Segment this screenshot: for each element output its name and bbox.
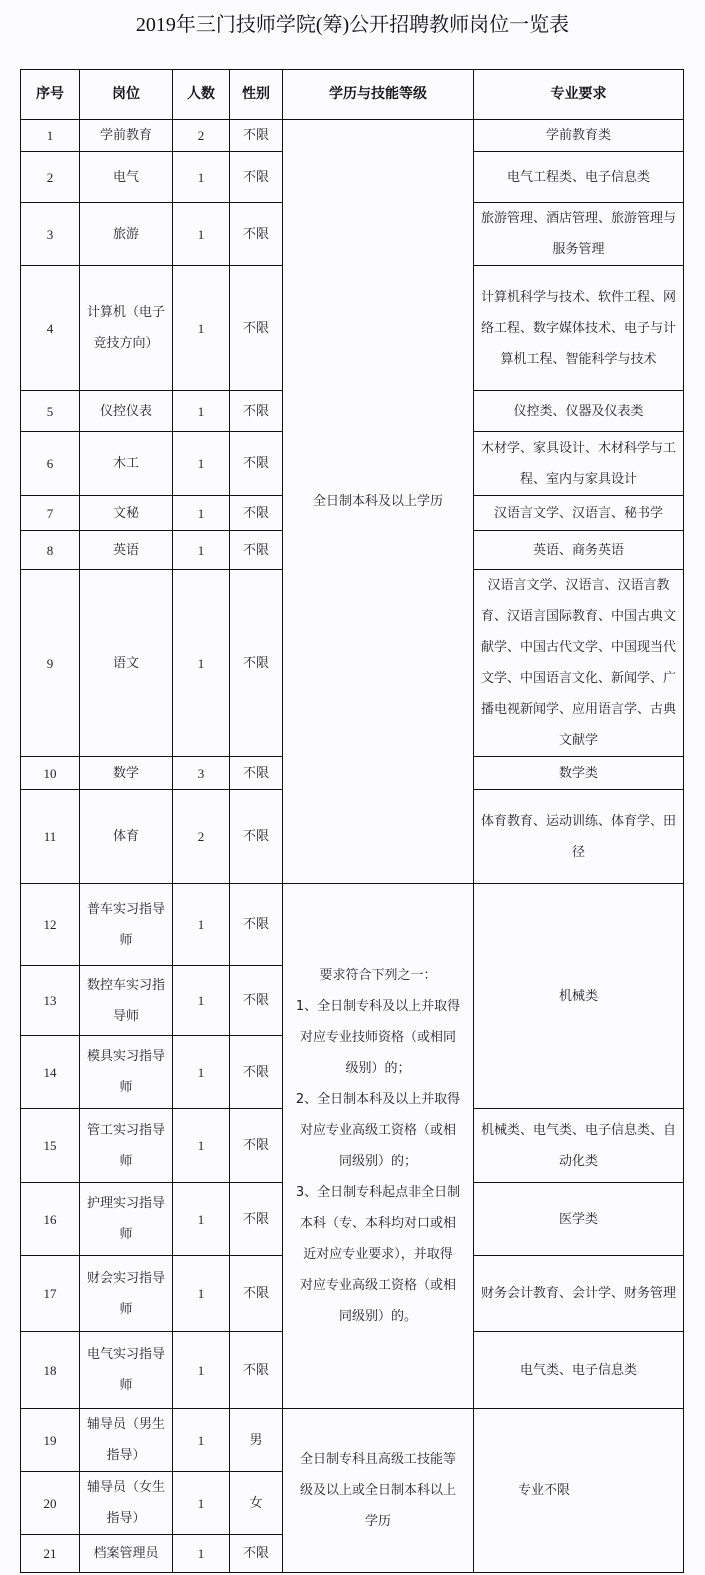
cell-position: 体育 — [80, 790, 173, 884]
education-line: 2、全日制本科及以上并取得 — [295, 1092, 461, 1107]
cell-count: 1 — [173, 1256, 230, 1332]
cell-position: 财会实习指导师 — [80, 1256, 173, 1332]
cell-position: 数控车实习指导师 — [80, 966, 173, 1036]
header-position: 岗位 — [80, 70, 173, 120]
education-line: 近对应专业要求），并取得 — [303, 1247, 453, 1262]
cell-major: 专业不限 — [474, 1409, 684, 1573]
education-line: 本科（专、本科均对口或相 — [299, 1216, 456, 1231]
cell-major: 计算机科学与技术、软件工程、网络工程、数字媒体技术、电子与计算机工程、智能科学与技术 — [474, 266, 684, 391]
recruitment-table — [20, 69, 684, 1573]
cell-gender: 不限 — [230, 120, 283, 152]
cell-no: 11 — [21, 790, 80, 884]
cell-position: 旅游 — [80, 203, 173, 266]
cell-gender: 不限 — [230, 757, 283, 790]
cell-count: 1 — [173, 152, 230, 203]
cell-major: 财务会计教育、会计学、财务管理 — [474, 1256, 684, 1332]
cell-gender: 不限 — [230, 496, 283, 531]
cell-count: 1 — [173, 966, 230, 1036]
cell-major: 体育教育、运动训练、体育学、田径 — [474, 790, 684, 884]
cell-gender: 不限 — [230, 1109, 283, 1183]
cell-no: 1 — [21, 120, 80, 152]
cell-position: 仪控仪表 — [80, 391, 173, 432]
cell-major: 电气类、电子信息类 — [474, 1332, 684, 1409]
header-education: 学历与技能等级 — [283, 70, 474, 120]
cell-no: 5 — [21, 391, 80, 432]
cell-position: 模具实习指导师 — [80, 1036, 173, 1109]
cell-count: 1 — [173, 1409, 230, 1472]
education-line: 学历 — [364, 1514, 391, 1529]
education-line: 对应专业高级工资格（或相 — [299, 1123, 456, 1138]
cell-gender: 不限 — [230, 266, 283, 391]
education-line: 全日制专科且高级工技能等 — [299, 1452, 456, 1467]
table-header-row — [21, 70, 684, 120]
cell-count: 1 — [173, 496, 230, 531]
cell-count: 1 — [173, 266, 230, 391]
cell-major: 电气工程类、电子信息类 — [474, 152, 684, 203]
cell-count: 1 — [173, 1472, 230, 1535]
cell-position: 学前教育 — [80, 120, 173, 152]
cell-major: 机械类 — [474, 884, 684, 1109]
education-line: 3、全日制专科起点非全日制 — [295, 1185, 461, 1200]
cell-position: 档案管理员 — [80, 1535, 173, 1573]
cell-count: 3 — [173, 757, 230, 790]
cell-gender: 不限 — [230, 1183, 283, 1256]
cell-gender: 不限 — [230, 1332, 283, 1409]
cell-gender: 不限 — [230, 1535, 283, 1573]
cell-no: 16 — [21, 1183, 80, 1256]
cell-count: 1 — [173, 1183, 230, 1256]
cell-gender: 不限 — [230, 884, 283, 966]
cell-education-group-1: 全日制本科及以上学历 — [283, 120, 474, 884]
cell-no: 18 — [21, 1332, 80, 1409]
cell-count: 1 — [173, 432, 230, 496]
cell-count: 1 — [173, 531, 230, 570]
cell-gender: 不限 — [230, 1036, 283, 1109]
table-row — [21, 1409, 684, 1472]
cell-major: 汉语言文学、汉语言、秘书学 — [474, 496, 684, 531]
cell-gender: 不限 — [230, 1256, 283, 1332]
cell-position: 护理实习指导师 — [80, 1183, 173, 1256]
cell-major: 数学类 — [474, 757, 684, 790]
cell-count: 1 — [173, 1109, 230, 1183]
cell-no: 12 — [21, 884, 80, 966]
cell-major: 旅游管理、酒店管理、旅游管理与服务管理 — [474, 203, 684, 266]
cell-gender: 不限 — [230, 432, 283, 496]
cell-no: 3 — [21, 203, 80, 266]
cell-major: 汉语言文学、汉语言、汉语言教育、汉语言国际教育、中国古典文献学、中国古代文学、中国现当代文学、中国语言文化、新闻学、广播电视新闻学、应用语言学、古典文献学 — [474, 570, 684, 757]
cell-no: 7 — [21, 496, 80, 531]
cell-no: 8 — [21, 531, 80, 570]
education-line: 对应专业高级工资格（或相 — [299, 1278, 456, 1293]
cell-count: 1 — [173, 1535, 230, 1573]
cell-major: 英语、商务英语 — [474, 531, 684, 570]
cell-no: 2 — [21, 152, 80, 203]
education-line: 对应专业技师资格（或相同 — [299, 1030, 456, 1045]
education-line: 要求符合下列之一： — [319, 968, 437, 983]
cell-count: 2 — [173, 120, 230, 152]
cell-no: 15 — [21, 1109, 80, 1183]
cell-position: 辅导员（女生指导） — [80, 1472, 173, 1535]
table-row — [21, 884, 684, 966]
education-line: 级及以上或全日制本科以上 — [299, 1483, 456, 1498]
cell-position: 辅导员（男生指导） — [80, 1409, 173, 1472]
header-no: 序号 — [21, 70, 80, 120]
cell-gender: 女 — [230, 1472, 283, 1535]
education-line: 1、全日制专科及以上并取得 — [295, 999, 461, 1014]
cell-education-group-2 — [283, 884, 474, 1409]
table-row — [21, 120, 684, 152]
cell-major: 机械类、电气类、电子信息类、自动化类 — [474, 1109, 684, 1183]
cell-no: 19 — [21, 1409, 80, 1472]
cell-gender: 不限 — [230, 790, 283, 884]
cell-gender: 不限 — [230, 203, 283, 266]
cell-count: 2 — [173, 790, 230, 884]
cell-position: 语文 — [80, 570, 173, 757]
cell-count: 1 — [173, 391, 230, 432]
cell-position: 文秘 — [80, 496, 173, 531]
cell-no: 17 — [21, 1256, 80, 1332]
cell-count: 1 — [173, 1036, 230, 1109]
cell-gender: 不限 — [230, 391, 283, 432]
cell-gender: 不限 — [230, 966, 283, 1036]
cell-count: 1 — [173, 884, 230, 966]
cell-major: 仪控类、仪器及仪表类 — [474, 391, 684, 432]
cell-position: 木工 — [80, 432, 173, 496]
cell-position: 计算机（电子竞技方向） — [80, 266, 173, 391]
cell-no: 6 — [21, 432, 80, 496]
cell-position: 电气 — [80, 152, 173, 203]
cell-no: 13 — [21, 966, 80, 1036]
page-title: 2019年三门技师学院(筹)公开招聘教师岗位一览表 — [135, 14, 570, 36]
education-line: 同级别）的； — [338, 1154, 417, 1169]
education-line: 级别）的； — [345, 1061, 411, 1076]
cell-count: 1 — [173, 1332, 230, 1409]
cell-education-group-3 — [283, 1409, 474, 1573]
cell-major: 医学类 — [474, 1183, 684, 1256]
cell-no: 21 — [21, 1535, 80, 1573]
cell-major: 木材学、家具设计、木材科学与工程、室内与家具设计 — [474, 432, 684, 496]
cell-no: 10 — [21, 757, 80, 790]
cell-no: 20 — [21, 1472, 80, 1535]
cell-position: 普车实习指导师 — [80, 884, 173, 966]
cell-gender: 男 — [230, 1409, 283, 1472]
cell-position: 数学 — [80, 757, 173, 790]
cell-gender: 不限 — [230, 152, 283, 203]
header-gender: 性别 — [230, 70, 283, 120]
education-line: 同级别）的。 — [338, 1309, 417, 1324]
cell-position: 电气实习指导师 — [80, 1332, 173, 1409]
cell-position: 英语 — [80, 531, 173, 570]
cell-gender: 不限 — [230, 570, 283, 757]
cell-major: 学前教育类 — [474, 120, 684, 152]
cell-no: 14 — [21, 1036, 80, 1109]
header-count: 人数 — [173, 70, 230, 120]
cell-position: 管工实习指导师 — [80, 1109, 173, 1183]
cell-no: 9 — [21, 570, 80, 757]
cell-gender: 不限 — [230, 531, 283, 570]
cell-count: 1 — [173, 203, 230, 266]
header-major: 专业要求 — [474, 70, 684, 120]
cell-no: 4 — [21, 266, 80, 391]
cell-count: 1 — [173, 570, 230, 757]
